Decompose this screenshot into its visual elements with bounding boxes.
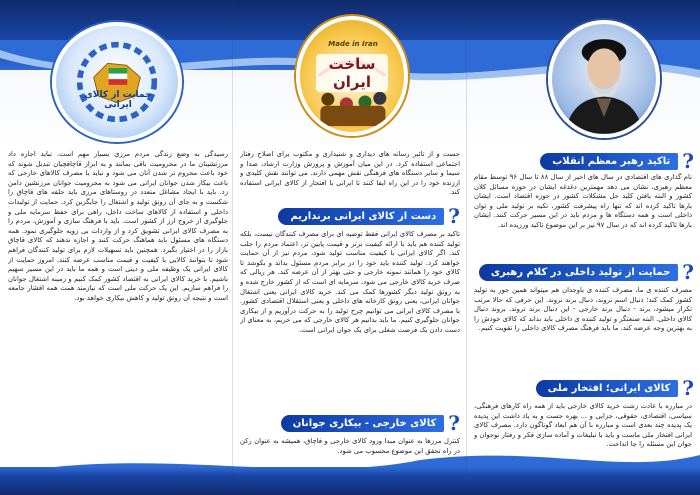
question-mark-icon: ? — [448, 204, 460, 228]
paragraph-national-pride: در مبارزه با عادت زشت خرید کالای خارجی باید از همه راه کارهای فرهنگی، سیاسی، اقتصادی، حقوقی، جزایی و ... بهره جست و به یاد داشت این پدیده یک پدیده چند بعدی است و مبارزه با آن هم ابعاد گوناگون دارد. مصرف کالای ایرانی افتخار ملی ماست و باید با تبلیغات و آماده سازی فکر و رفتار نوجوان و جوان این مسئله را جا انداخت. — [474, 402, 692, 449]
paragraph-foreign-goods-unemployment: کنترل مرزها به عنوان مبدا ورود کالای خارجی و قاچاق، همیشه به عنوان رکن در راه تحقق این موضوع محسوب می شود. — [240, 437, 460, 455]
paragraph-keep-iranian-goods: تاکید بر مصرف کالای ایرانی فقط توصیه ای برای مصرف کنندگان نیست، بلکه تولید کننده هم باید با ارائه کیفیت برتر و قیمت پایین تر، اعتماد مردم را جلب کند. اگر کالای ایرانی با کیفیت مناسب تولید شود، مردم نیز از آن حمایت خواهند کرد. تولید کننده باید خود را در برابر مردم مسئول بداند و بکوشد تا کالای خود را همانند نمونه خارجی و حتی بهتر از آن عرضه کند. هر ریالی که صرف خرید کالای خارجی می شود، سرمایه ای است که از کشور خارج شده و به رونق تولید دیگر کشورها کمک می کند. خرید کالای ایرانی یعنی اشتغال جوانان ایرانی، یعنی رونق کارخانه های داخلی و یعنی استقلال اقتصادی کشور. با مصرف کالای ایرانی می توانیم چرخ تولید را به حرکت درآوریم و از بیکاری جوانان جلوگیری کنیم. ما باید بدانیم هر کالای خارجی که می خریم، به معنای از دست دادن یک فرصت شغلی برای یک جوان ایرانی است. — [240, 230, 460, 334]
heading-label: حمایت از تولید داخلی در کلام رهبری — [479, 264, 678, 281]
emblem-caption-left: حمایت از کالای ایرانی — [84, 90, 152, 110]
heading-keep-iranian-goods — [290, 204, 460, 228]
heading-label: کالای خارجی - بیکاری جوانان — [281, 415, 445, 432]
heading-leader-emphasis — [540, 151, 694, 171]
fold-line-left — [232, 0, 233, 495]
heading-national-pride — [547, 376, 694, 400]
portrait-icon — [552, 24, 656, 134]
heading-domestic-support — [490, 260, 694, 284]
heading-label: دست از کالای ایرانی برنداریم — [278, 208, 444, 225]
paragraph-domestic-support: مصرف کننده ی ما، مصرف کننده ی باوجدان هم میتواند همین جور به تولید کشور کمک کند؛ دنبال اسم نروند، دنبال برند نروند. این حرفی که حالا مرتب تکرار میشود، برند - دنبال برند خارجی - این دنبال برند نروند. بروند دنبال کالای داخلی. البته صنعتگر و تولید کننده ی داخلی باید بداند که کالای خودش را به بهترین وجه عرضه کند. ما باید فرهنگ مصرف کالای داخلی را تقویت کنیم. — [474, 286, 692, 333]
fold-line-right — [466, 0, 467, 495]
paragraph-border-residents: رسیدگی به وضع زندگی مردم مرزی بسیار مهم است. نباید اجازه داد مرزنشینان ما در محرومیت باقی بمانند و به ابزار قاچاقچیان تبدیل شوند که خود باعث محروم تر شدن آنان می شود و نباید با مصرف کالاهای خارجی که باعث بیکار شدن جوانان ایرانی می شود به محرومیت جوانان مرزنشین دامن زد. باید با ایجاد مشاغل متعدد در روستاهای مرزی باید حلقه های قاچاق را شکست و به جای آن رونق تولید و اشتغال را جایگزین کرد. حمایت از تولیدات داخلی و استفاده از کالاهای ساخت داخل، راهی برای حفظ سرمایه ملی و جلوگیری از خروج ارز از کشور است. باید با فرهنگ سازی و آموزش، مردم را به مصرف کالای ایرانی تشویق کرد و از واردات بی رویه جلوگیری نمود. همه دستگاه های مسئول باید هماهنگ حرکت کنند و اجازه ندهند که کالای قاچاق بازار را در اختیار بگیرد. همچنین باید تسهیلات لازم برای تولید کنندگان فراهم شود تا بتوانند کالایی با کیفیت و قیمت مناسب عرضه کنند. امروز حمایت از کالای ایرانی یک وظیفه ملی و دینی است و همه ما باید در این مسیر سهیم باشیم. با خرید کالای ایرانی به اقتصاد کشور کمک کنیم و زمینه اشتغال جوانان را فراهم سازیم. این یک حرکت ملی است که نیازمند همت همه اقشار جامعه است و نتیجه آن رونق تولید و کاهش بیکاری خواهد بود. — [8, 150, 228, 302]
question-mark-icon: ? — [448, 411, 460, 435]
heading-label: کالای ایرانی؛ افتخار ملی — [536, 380, 679, 397]
emblem-title: ساخت ایران — [316, 54, 388, 92]
heading-label: تاکید رهبر معظم انقلاب — [540, 153, 678, 170]
gear-map-icon — [56, 26, 178, 138]
question-mark-icon: ? — [682, 149, 694, 173]
paragraph-leader-emphasis: نام گذاری های اقتصادی در سال های اخیر از سال ۸۸ تا سال ۹۶ توسط مقام معظم رهبری، نشان می دهد مهمترین دغدغه ایشان در حوزه مسائل کلان کشور و البته یافتن کلید حل مشکلات کشور در حوزه اقتصاد است. ایشان بارها تاکید کرده اند که تنها راه پیشرفت کشور، تکیه بر تولید ملی و توان داخلی است و همه دستگاه ها و مردم باید در این مسیر حرکت کنند. ایشان بارها تاکید کرده اند که در سال ۹۷ نیز بر این موضوع تاکید ورزیده اند. — [474, 173, 692, 229]
heading-foreign-goods-unemployment — [292, 411, 460, 435]
leader-portrait — [548, 20, 660, 138]
question-mark-icon: ? — [682, 376, 694, 400]
bottom-banner-band — [0, 467, 700, 495]
question-mark-icon: ? — [682, 260, 694, 284]
emblem-subtitle: Made in Iran — [328, 40, 378, 48]
iranian-goods-emblem — [52, 22, 182, 142]
paragraph-media-intro: جست و از تاثیر رسانه های دیداری و شنیداری و مکتوب برای اصلاح رفتار اجتماعی استفاده کرد. در این میان آموزش و پرورش وزارت ارشاد، صدا و سیما و سایر دستگاه های فرهنگی نقش مهمی دارند. می توانند نقش کلیدی و ارزنده خود را در این راه ایفا کنند تا ایرانی با افتخار از کالای ایرانی استفاده کند. — [240, 150, 460, 197]
